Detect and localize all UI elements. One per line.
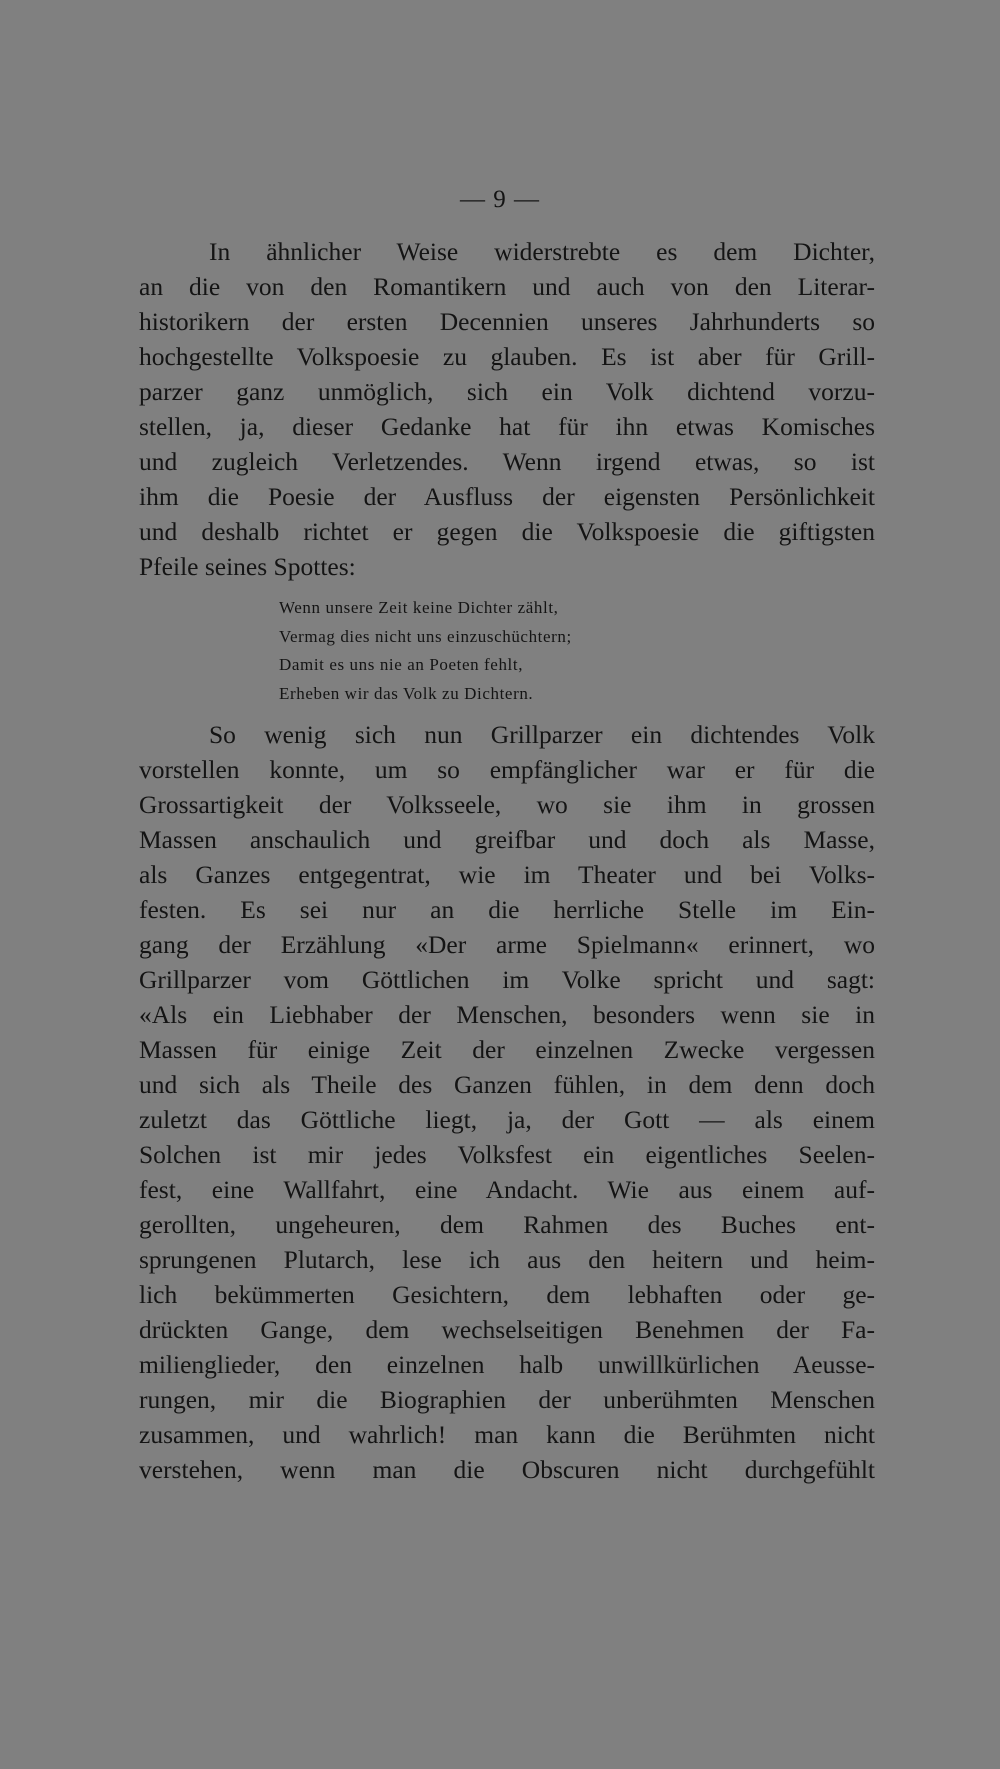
text-line: rungen, mir die Biographien der unberühmten Menschen <box>139 1385 875 1414</box>
verse-quote <box>279 594 699 708</box>
text-line: hochgestellte Volkspoesie zu glauben. Es ist aber für Grill- <box>139 342 875 371</box>
verse-line: Damit es uns nie an Poeten fehlt, <box>279 655 524 674</box>
text-line: festen. Es sei nur an die herrliche Stelle im Ein- <box>139 895 875 924</box>
text-line: gerollten, ungeheuren, dem Rahmen des Buches ent- <box>139 1210 875 1239</box>
text-line: stellen, ja, dieser Gedanke hat für ihn etwas Komisches <box>139 412 875 441</box>
text-line: verstehen, wenn man die Obscuren nicht durchgefühlt <box>139 1455 875 1484</box>
text-line: als Ganzes entgegentrat, wie im Theater und bei Volks- <box>139 860 875 889</box>
paragraph-2 <box>139 717 875 1487</box>
text-line: Pfeile seines Spottes: <box>139 552 356 581</box>
text-line: parzer ganz unmöglich, sich ein Volk dichtend vorzu- <box>139 377 875 406</box>
text-line: Solchen ist mir jedes Volksfest ein eigentliches Seelen- <box>139 1140 875 1169</box>
text-line: gang der Erzählung «Der arme Spielmann« erinnert, wo <box>139 930 875 959</box>
text-line: fest, eine Wallfahrt, eine Andacht. Wie aus einem auf- <box>139 1175 875 1204</box>
text-line: sprungenen Plutarch, lese ich aus den heitern und heim- <box>139 1245 875 1274</box>
text-line: lich bekümmerten Gesichtern, dem lebhaften oder ge- <box>139 1280 875 1309</box>
text-line: Grillparzer vom Göttlichen im Volke spricht und sagt: <box>139 965 875 994</box>
text-line: In ähnlicher Weise widerstrebte es dem Dichter, <box>209 237 875 266</box>
text-line: milienglieder, den einzelnen halb unwillkürlichen Aeusse- <box>139 1350 875 1379</box>
verse-line: Wenn unsere Zeit keine Dichter zählt, <box>279 598 559 617</box>
text-line: an die von den Romantikern und auch von den Literar- <box>139 272 875 301</box>
page-number: — 9 — <box>460 186 540 213</box>
text-line: und sich als Theile des Ganzen fühlen, in dem denn doch <box>139 1070 875 1099</box>
text-line: zuletzt das Göttliche liegt, ja, der Gott — als einem <box>139 1105 875 1134</box>
text-line: So wenig sich nun Grillparzer ein dichtendes Volk <box>209 720 875 749</box>
verse-line: Vermag dies nicht uns einzuschüchtern; <box>279 626 572 646</box>
text-line: zusammen, und wahrlich! man kann die Berühmten nicht <box>139 1420 875 1449</box>
text-line: drückten Gange, dem wechselseitigen Benehmen der Fa- <box>139 1315 875 1344</box>
verse-line: Erheben wir das Volk zu Dichtern. <box>279 683 534 703</box>
text-line: vorstellen konnte, um so empfänglicher war er für die <box>139 755 875 784</box>
text-line: «Als ein Liebhaber der Menschen, besonders wenn sie in <box>139 1000 875 1029</box>
text-line: Grossartigkeit der Volksseele, wo sie ihm in grossen <box>139 790 875 819</box>
text-line: und zugleich Verletzendes. Wenn irgend etwas, so ist <box>139 447 875 476</box>
text-line: historikern der ersten Decennien unseres Jahrhunderts so <box>139 307 875 336</box>
text-line: Massen anschaulich und greifbar und doch als Masse, <box>139 825 875 854</box>
text-line: und deshalb richtet er gegen die Volkspoesie die giftigsten <box>139 517 875 546</box>
paragraph-1 <box>139 234 875 584</box>
text-line: Massen für einige Zeit der einzelnen Zwecke vergessen <box>139 1035 875 1064</box>
text-line: ihm die Poesie der Ausfluss der eigensten Persönlichkeit <box>139 482 875 511</box>
